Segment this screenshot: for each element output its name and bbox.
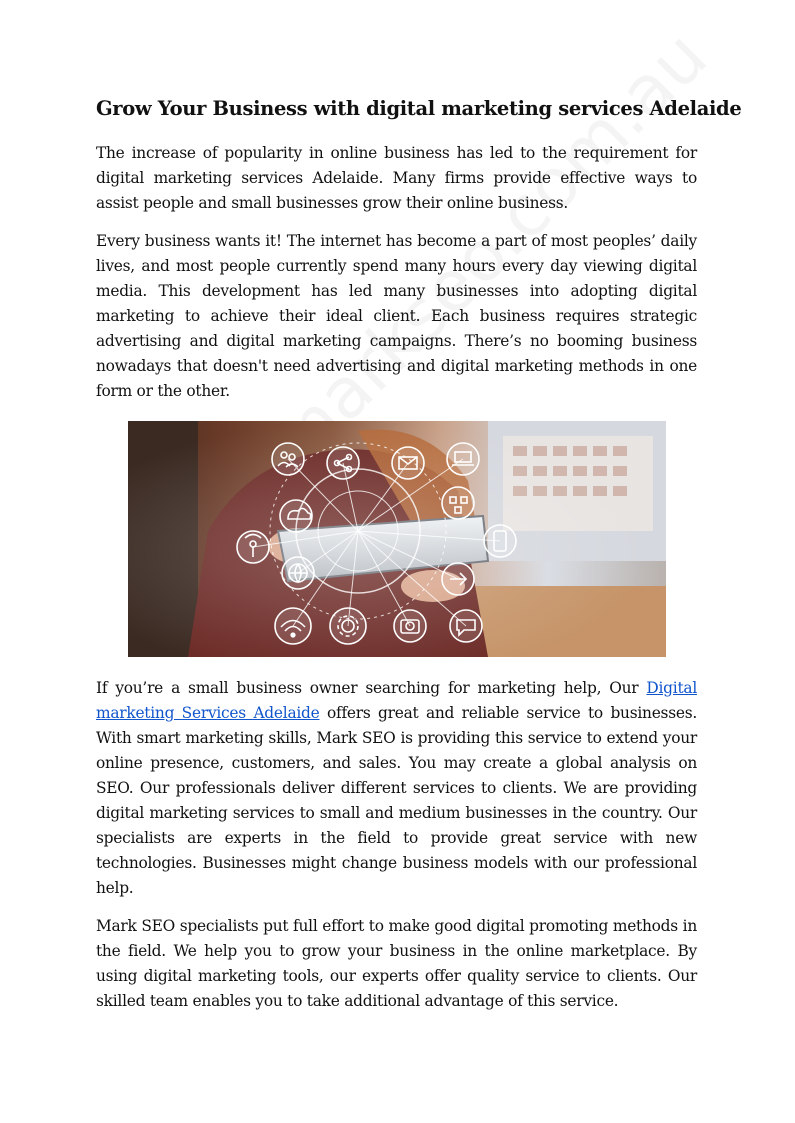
paragraph-intro: The increase of popularity in online business has led to the requirement for digital marketing services Adelaide. Many firms provide effective ways to assist people and small businesses grow their online business. (96, 144, 697, 212)
paragraph-every-business: Every business wants it! The internet has become a part of most peoples’ daily lives, and most people currently spend many hours every day viewing digital media. This development has led many businesses into adopting digital marketing to achieve their ideal client. Each business requires strategic advertising and digital marketing campaigns. There’s no booming business nowadays that doesn't need advertising and digital marketing methods in one form or the other. (96, 232, 697, 400)
phone-icon (484, 525, 516, 557)
paragraph-text: If you’re a small business owner searching for marketing help, Our (96, 679, 647, 697)
digital-marketing-illustration (128, 421, 666, 657)
chat-icon (450, 610, 482, 642)
camera-icon (394, 610, 426, 642)
users-icon (272, 443, 304, 475)
laptop-icon (447, 443, 479, 475)
network-icon (442, 487, 474, 519)
digital-marketing-services-link[interactable]: Digital marketing Services Adelaide (96, 679, 697, 722)
share-icon (327, 447, 359, 479)
paragraph-mark-seo-specialists: Mark SEO specialists put full effort to make good digital promoting methods in the field. We help you to grow your business in the online marketplace. By using digital marketing tools, our experts offer quality service to clients. Our skilled team enables you to take additional advantage of this service. (96, 917, 697, 1010)
digital-marketing-image (128, 421, 666, 657)
paragraph-small-business (96, 676, 697, 901)
gear-icon (330, 608, 366, 644)
page-title: Grow Your Business with digital marketing services Adelaide (96, 97, 742, 120)
cloud-icon (280, 500, 312, 532)
paragraph-text: offers great and reliable service to businesses. With smart marketing skills, Mark SEO is providing this service to extend your online presence, customers, and sales. You may create a global analysis on SEO. Our professionals deliver different services to clients. We are providing digital marketing services to small and medium businesses in the country. Our specialists are experts in the field to provide great service with new technologies. Businesses might change business models with our professional help. (96, 704, 697, 897)
document-body (96, 96, 742, 1027)
